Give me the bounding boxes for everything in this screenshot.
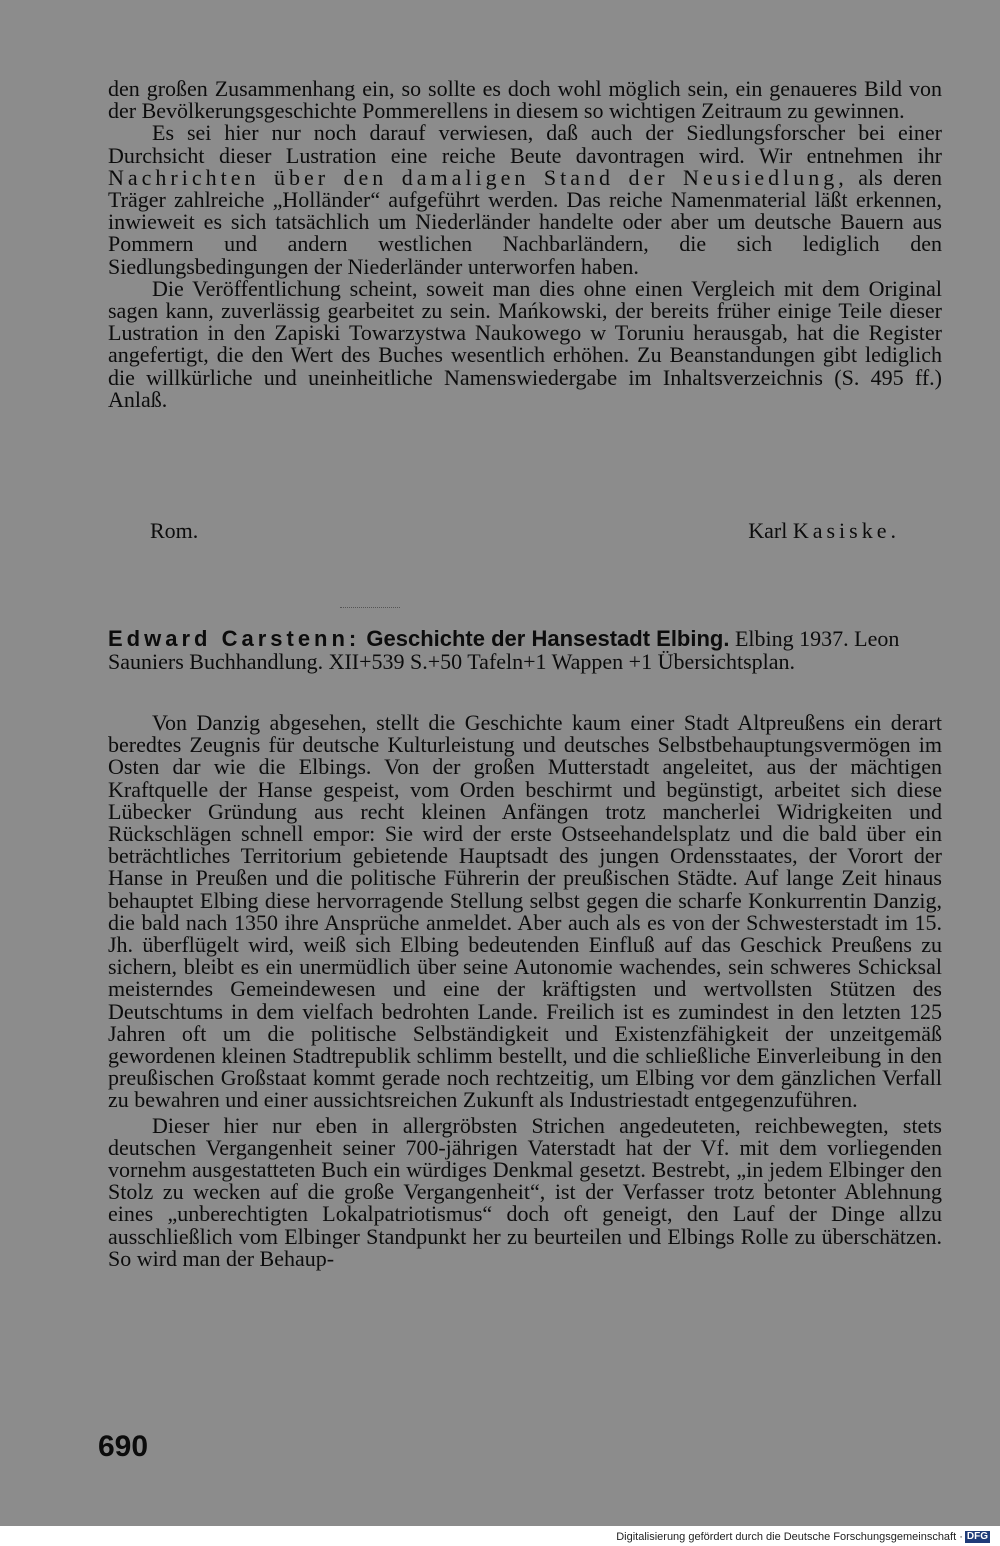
signature-place: Rom. — [150, 518, 199, 543]
paragraph: Dieser hier nur eben in allergröbsten Strichen angedeuteten, reichbewegten, stets deutschen Vergangenheit seiner 700-jährigen Vaterstadt hat der Vf. mit dem vorliegenden vornehm ausgestatteten Buch ein würdiges Denkmal gesetzt. Bestrebt, „in jedem Elbinger den Stolz zu wecken auf die große Vergangenheit“, ist der Verfasser trotz betonter Ablehnung eines „unberechtigten Lokalpatriotismus“ doch oft geneigt, den Lauf der Dinge allzu ausschließlich vom Elbinger Standpunkt her zu beurteilen und Elbings Rolle zu überschätzen. So wird man der Behaup- — [108, 1112, 942, 1271]
paragraph: Von Danzig abgesehen, stellt die Geschichte kaum einer Stadt Altpreußens ein derart beredtes Zeugnis für deutsche Kulturleistung und deutsches Selbstbehauptungsvermögen im Osten dar wie die Elbings. Von der großen Mutterstadt angeleitet, aus der mächtigen Kraftquelle der Hanse gespeist, vom Orden beschirmt und begünstigt, arbeitet sich diese Lübecker Gründung aus recht kleinen Anfängen trotz mancherlei Widrigkeiten und Rückschlägen schnell empor: Sie wird der erste Ostseehandelsplatz und die bald über ein beträchtliches Territorium gebietende Hauptsadt des jungen Ordensstaates, der Vorort der Hanse in Preußen und die politische Führerin der preußischen Städte. Auf lange Zeit hinaus behauptet Elbing diese hervorragende Stellung selbst gegen die scharfe Konkurrentin Danzig, die bald nach 1350 ihre Ansprüche anmeldet. Aber auch als es von der Schwesterstadt im 15. Jh. überflügelt wird, weiß sich Elbing bedeutenden Einfluß auf das Geschick Preußens zu sichern, bleibt es ein unermüdlich über seine Autonomie wachendes, sein schweres Schicksal meisterndes Gemeindewesen und eine der kräftigsten und wertvollsten Stützen des Deutschtums in dem vielfach bedrohten Lande. Freilich ist es zumindest in den letzten 125 Jahren oft um die politische Selbständigkeit und Existenzfähigkeit der unzeitgemäß gewordenen kleinen Stadtrepublik schlimm bestellt, und die schließliche Einverleibung in den preußischen Großstaat kommt gerade noch rechtzeitig, um Elbing vor dem gänzlichen Verfall zu bewahren und einer aussichtsreichen Zukunft als Industriestadt entgegenzuführen. — [108, 710, 942, 1113]
paragraph: Es sei hier nur noch darauf verwiesen, daß auch der Siedlungsforscher bei einer Durchsicht dieser Lustration eine reiche Beute davontragen wird. Wir entnehmen ihr Nachrichten über den damaligen Stand der Neusiedlung, als deren Träger zahlreiche „Holländer“ aufgeführt werden. Das reiche Namenmaterial läßt erkennen, inwieweit es sich tatsächlich um Niederländer handelte oder aber um deutsche Bauern aus Pommern und andern westlichen Nachbarländern, die sich lediglich den Siedlungsbedingungen der Niederländer unterworfen haben. — [108, 120, 942, 279]
bibliographic-entry — [108, 628, 942, 673]
section-divider — [340, 607, 400, 609]
review-publication-details: Elbing 1937. Leon Sauniers Buchhandlung. XII+539 S.+50 Tafeln+1 Wappen +1 Übersichtsplan. — [108, 626, 900, 674]
page-number: 690 — [98, 1430, 149, 1463]
signature-author: Karl Kasiske. — [748, 518, 900, 543]
paragraph: Die Veröffentlichung scheint, soweit man dies ohne einen Vergleich mit dem Original sagen kann, zuverlässig gearbeitet zu sein. Mańkowski, der bereits früher einige Teile dieser Lustration in den Zapiski Towarzystwa Naukowego w Toruniu herausgab, hat die Register angefertigt, die den Wert des Buches wesentlich erhöhen. Zu Beanstandungen gibt lediglich die willkürliche und uneinheitliche Namenswiedergabe im Inhaltsverzeichnis (S. 495 ff.) Anlaß. — [108, 275, 942, 412]
spaced-emphasis: Nachrichten über den damaligen Stand der Neusiedlung, — [108, 164, 848, 190]
review-book-author: Edward Carstenn: — [108, 626, 361, 651]
footer-text: Digitalisierung gefördert durch die Deutsche Forschungsgemeinschaft · — [616, 1531, 963, 1543]
review-bibliography-header — [108, 628, 942, 673]
dfg-logo: DFG — [966, 1531, 988, 1542]
previous-review-tail — [108, 78, 942, 411]
paragraph: den großen Zusammenhang ein, so sollte es doch wohl möglich sein, ein genaueres Bild von der Bevölkerungsgeschichte Pommerellens in diesem so wichtigen Zeitraum zu gewinnen. — [108, 76, 942, 124]
review-book-title: Geschichte der Hansestadt Elbing. — [360, 626, 730, 651]
digitization-footer — [616, 1530, 990, 1544]
review-body — [108, 712, 942, 1270]
